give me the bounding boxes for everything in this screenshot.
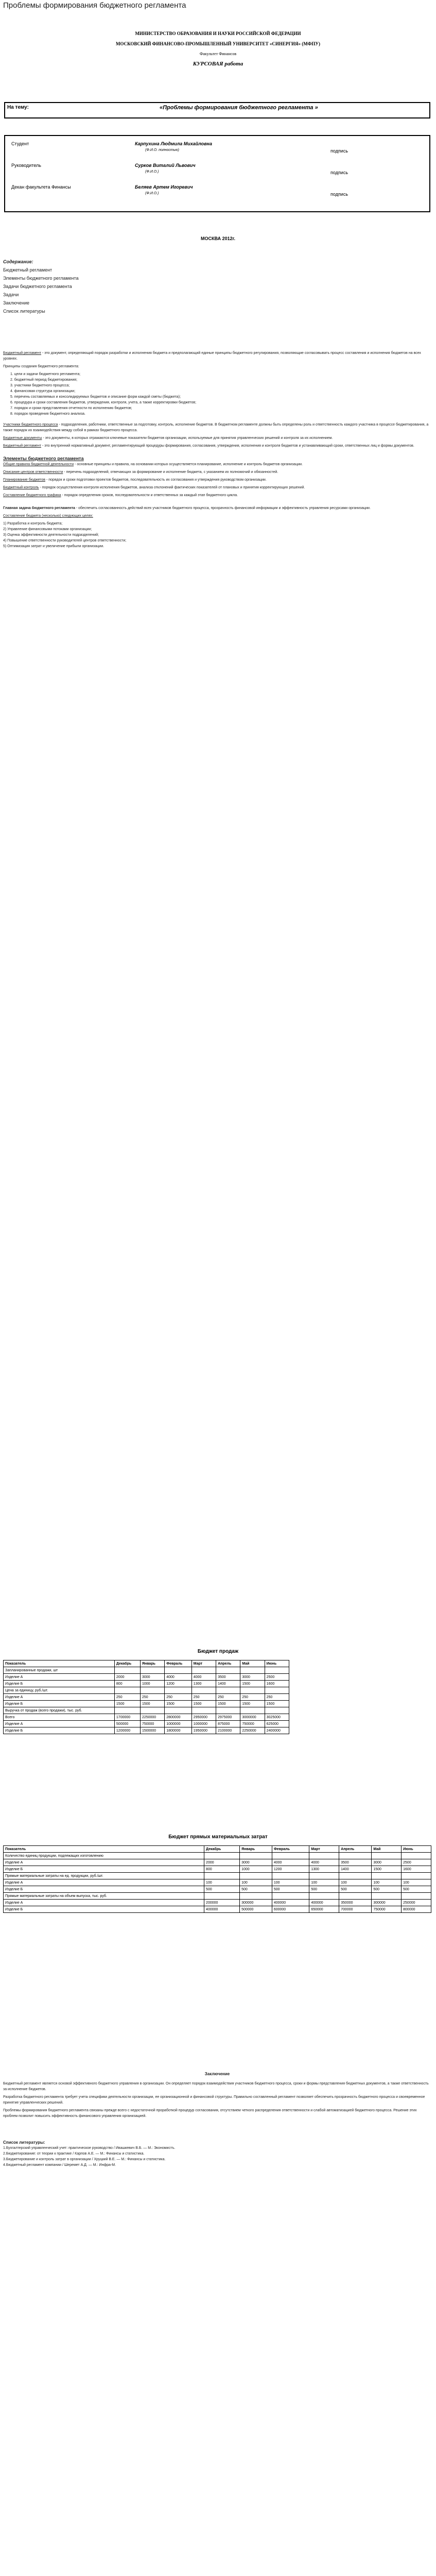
table-cell: 875000 [216, 1721, 240, 1727]
table-cell: 625000 [265, 1721, 289, 1727]
table-cell: 800000 [402, 1906, 431, 1913]
table-cell: Запланированные продажи, шт [4, 1667, 115, 1674]
table-cell: 250 [191, 1694, 216, 1701]
table-cell: 750000 [240, 1721, 265, 1727]
tasks-subheading: Составление бюджета (несколько) следующих целях: [3, 514, 93, 518]
paragraph: Бюджетные документы - это документы, в которых отражаются ключевые показатели бюджетов организации, используемые для принятия управленческих решений и контроля за их исполнением. [3, 436, 333, 440]
table-cell: 1000 [140, 1681, 164, 1687]
table-cell: 500 [204, 1886, 240, 1893]
table-cell: 350000 [339, 1900, 372, 1906]
table-cell [272, 1893, 309, 1900]
table-cell: 4000 [165, 1674, 192, 1681]
signature-sub: (Ф.И.О.) [145, 192, 159, 195]
table-cell: 800 [114, 1681, 140, 1687]
list-item: 6. процедура и сроки составления бюджетов, утверждения, контроля, учета, а также корректировки бюджетов; [10, 401, 197, 404]
faculty-label: Факультет Финансов [199, 52, 237, 56]
element-item: Описание центров ответственности - перечень подразделений, отвечающих за формирование и исполнение бюджета, с указанием их полномочий и обязанностей. [3, 470, 278, 474]
table-row [4, 1694, 289, 1701]
intro-paragraph [3, 350, 431, 362]
table-cell [309, 1853, 339, 1859]
table-cell [140, 1707, 164, 1714]
table-cell: 1700000 [114, 1714, 140, 1721]
header-cell: Май [372, 1846, 402, 1853]
header-cell: Май [240, 1660, 265, 1667]
table-row [4, 1886, 431, 1893]
table-cell: 1500 [114, 1701, 140, 1707]
table-cell [204, 1873, 240, 1879]
table-cell: Выручка от продаж (всего продажи), тыс. руб. [4, 1707, 115, 1714]
table-cell: 400000 [272, 1900, 309, 1906]
table-cell: 4000 [309, 1859, 339, 1866]
element-item: Общие правила бюджетной деятельности - основные принципы и правила, на основании которых осуществляется планирование, исполнение и контроль бюджетов организации. [3, 463, 303, 466]
table-cell: 1800000 [165, 1727, 192, 1734]
signature-sub: (Ф.И.О.) [145, 170, 159, 174]
table-cell: 1200 [272, 1866, 309, 1873]
table-cell [372, 1873, 402, 1879]
list-item: 4) Повышение ответственности руководителей центров ответственности; [3, 539, 127, 543]
table-row [4, 1714, 289, 1721]
table-cell [216, 1687, 240, 1694]
paragraph: Бюджетный регламент - это внутренний нормативный документ, регламентирующий процедуры формирования, согласования, утверждения, исполнения и контроля бюджетов и устанавливающий сроки, ответственных лиц и формы документов. [3, 444, 414, 448]
table-cell: 250 [114, 1694, 140, 1701]
table-cell: Изделие А [4, 1900, 204, 1906]
table-cell: Цена за единицу, руб./шт. [4, 1687, 115, 1694]
table-cell: 1200000 [114, 1727, 140, 1734]
table-cell: 100 [372, 1879, 402, 1886]
table-cell [240, 1853, 272, 1859]
table-cell: Изделие А [4, 1674, 115, 1681]
table-cell: 500 [240, 1886, 272, 1893]
table-cell: 700000 [339, 1906, 372, 1913]
element-item: Составление бюджетного графика - порядок определения сроков, последовательности и ответственных за каждый этап бюджетного цикла. [3, 494, 238, 497]
table-cell: 1000000 [191, 1721, 216, 1727]
table-row [4, 1873, 431, 1879]
list-item: 3) Оценка эффективности деятельности подразделений; [3, 533, 99, 537]
table-cell: 2500 [402, 1859, 431, 1866]
signature-sign: подпись [330, 148, 348, 154]
topic-box [4, 102, 430, 118]
table-cell: 1200 [165, 1681, 192, 1687]
table-cell: Изделие Б [4, 1681, 115, 1687]
table-cell: 1500 [265, 1701, 289, 1707]
table-cell [191, 1687, 216, 1694]
table-cell: 3000 [240, 1859, 272, 1866]
topic-title: «Проблемы формирования бюджетного регламента » [160, 105, 318, 111]
table-cell: 2000 [114, 1674, 140, 1681]
table-cell: Всего [4, 1714, 115, 1721]
sales-budget-table [3, 1660, 289, 1734]
table-cell: 1300 [191, 1681, 216, 1687]
table-cell: 750000 [140, 1721, 164, 1727]
signature-role: Студент [11, 141, 29, 146]
list-item: 2) Управление финансовыми потоками организации; [3, 528, 92, 531]
table-cell [204, 1853, 240, 1859]
table-cell [272, 1873, 309, 1879]
signature-name: Сурков Виталий Львович [135, 163, 196, 168]
table-row [4, 1906, 431, 1913]
table-row [4, 1681, 289, 1687]
header-cell: Декабрь [114, 1660, 140, 1667]
element-item: Планирование бюджетов - порядок и сроки подготовки проектов бюджетов, последовательность их согласования и утверждения руководством организации. [3, 478, 267, 482]
table-cell: 1500 [240, 1701, 265, 1707]
table-cell: 2000 [204, 1859, 240, 1866]
table-cell [265, 1687, 289, 1694]
table-cell: 3000000 [240, 1714, 265, 1721]
materials-budget-table [3, 1845, 431, 1913]
table-cell: Изделие А [4, 1879, 204, 1886]
table-cell [402, 1853, 431, 1859]
header-cell: Июнь [402, 1846, 431, 1853]
paragraph: Участники бюджетного процесса - подразделения, работники, ответственные за подготовку, контроль, исполнение бюджетов. В бюджетном регламенте должны быть определены роль и ответственность каждого участника в процессе бюджетирования, а также порядок их взаимодействия между собой в рамках бюджетного процесса. [3, 423, 429, 432]
work-type: КУРСОВАЯ работа [193, 61, 243, 67]
toc-item[interactable]: Задачи бюджетного регламента [3, 284, 72, 289]
table-cell: 100 [402, 1879, 431, 1886]
reference-item: 4.Бюджетный регламент компании / Шеремет А.Д. — М.: Инфра-М. [3, 2163, 116, 2167]
table-row [4, 1721, 289, 1727]
table-row [4, 1687, 289, 1694]
table-cell [339, 1893, 372, 1900]
table-row [4, 1667, 289, 1674]
list-item: 1) Разработка и контроль бюджета; [3, 522, 63, 526]
tasks-paragraph: Главная задача бюджетного регламента - обеспечить согласованность действий всех участников бюджетного процесса, прозрачность финансовой информации и эффективность управления ресурсами организации. [3, 506, 371, 510]
signature-role: Руководитель [11, 163, 41, 168]
university-heading: МОСКОВСКИЙ ФИНАНСОВО-ПРОМЫШЛЕННЫЙ УНИВЕРСИТЕТ «СИНЕРГИЯ» (МФПУ) [115, 41, 321, 46]
table-cell: 3000 [240, 1674, 265, 1681]
table-cell: 250 [140, 1694, 164, 1701]
table-cell: 2400000 [265, 1727, 289, 1734]
table-cell: 1000000 [165, 1721, 192, 1727]
list-item: 2. бюджетный период бюджетирования; [10, 378, 78, 382]
table-header-row [4, 1660, 289, 1667]
list-item: 3. участники бюджетного процесса; [10, 384, 70, 387]
table-cell: 250 [265, 1694, 289, 1701]
signature-name: Карпухина Людмила Михайловна [135, 141, 213, 146]
table-cell: 500 [372, 1886, 402, 1893]
table-cell [165, 1667, 192, 1674]
table-cell: 2500 [265, 1674, 289, 1681]
header-cell: Март [309, 1846, 339, 1853]
topic-label: На тему: [7, 105, 29, 110]
table-cell [240, 1873, 272, 1879]
table-cell: 1500 [191, 1701, 216, 1707]
table-cell: 4000 [272, 1859, 309, 1866]
table-cell: 3500 [339, 1859, 372, 1866]
table-cell: 1500 [240, 1681, 265, 1687]
table-cell [309, 1893, 339, 1900]
signature-sub: (Ф.И.О. полностью) [145, 148, 180, 152]
table-row [4, 1879, 431, 1886]
intro-text: - это документ, определяющий порядок разработки и исполнения бюджета и предполагающий единые принципы бюджетного регулирования, позволяющие согласовывать процесс составления и исполнения бюджетов на всех уровнях. [3, 351, 421, 361]
section-heading: Заключение [204, 2072, 230, 2076]
table-cell: Количество единиц продукции, подлежащих изготовлению [4, 1853, 204, 1859]
table-caption: Бюджет прямых материальных затрат [168, 1834, 268, 1840]
table-cell: Изделие А [4, 1721, 115, 1727]
section-heading: Список литературы: [3, 2140, 45, 2145]
table-cell: 1600 [265, 1681, 289, 1687]
signature-block [4, 135, 430, 212]
tasks-list [3, 521, 431, 549]
header-cell: Показатель [4, 1660, 115, 1667]
list-item: 5. перечень составляемых и консолидируемых бюджетов и описание форм каждой сметы (бюджета); [10, 395, 181, 399]
table-cell: 100 [272, 1879, 309, 1886]
reference-item: 3.Бюджетирование и контроль затрат в организации / Хруцкий В.Е. — М.: Финансы и статистика. [3, 2158, 166, 2161]
table-cell [339, 1853, 372, 1859]
table-cell [216, 1707, 240, 1714]
table-cell [240, 1667, 265, 1674]
term-lead: Бюджетный регламент [3, 351, 42, 355]
city-year: МОСКВА 2012г. [201, 236, 235, 241]
table-cell: 200000 [204, 1900, 240, 1906]
reference-item: 2.Бюджетирование: от теории к практике / Карпов А.Е. — М.: Финансы и статистика. [3, 2152, 145, 2156]
table-cell: Изделие Б [4, 1886, 204, 1893]
table-cell: 1500 [216, 1701, 240, 1707]
section-heading: Элементы бюджетного регламента [3, 456, 84, 461]
table-cell: Изделие А [4, 1694, 115, 1701]
table-cell: Прямые материальные затраты на ед. продукции, руб./шт. [4, 1873, 204, 1879]
table-row [4, 1900, 431, 1906]
header-cell: Март [191, 1660, 216, 1667]
table-cell [272, 1853, 309, 1859]
table-cell: 300000 [372, 1900, 402, 1906]
table-cell [191, 1707, 216, 1714]
table-cell: 1000 [240, 1866, 272, 1873]
table-cell [165, 1687, 192, 1694]
table-cell: 2100000 [216, 1727, 240, 1734]
table-cell: 100 [339, 1879, 372, 1886]
principles-list [3, 371, 431, 417]
header-cell: Июнь [265, 1660, 289, 1667]
conclusion-paragraph: Бюджетный регламент является основой эффективного бюджетного управления в организации. Он определяет порядок взаимодействия участников бюджетного процесса, сроки и формы представления бюджетных документов, а также ответственность за исполнение бюджетов. [3, 2082, 429, 2091]
table-cell: 800 [204, 1866, 240, 1873]
list-item: 1. цели и задачи бюджетного регламента; [10, 372, 81, 376]
table-row [4, 1707, 289, 1714]
table-cell [265, 1667, 289, 1674]
table-cell: 500 [272, 1886, 309, 1893]
table-cell [240, 1893, 272, 1900]
table-cell: Изделие Б [4, 1701, 115, 1707]
table-cell: Изделие Б [4, 1727, 115, 1734]
table-cell: 2250000 [140, 1714, 164, 1721]
header-cell: Показатель [4, 1846, 204, 1853]
table-cell [309, 1873, 339, 1879]
table-cell: 1500 [372, 1866, 402, 1873]
list-item: 4. финансовая структура организации; [10, 389, 76, 393]
header-cell: Апрель [216, 1660, 240, 1667]
toc-item[interactable]: Задачи [3, 292, 19, 297]
conclusion-paragraph: Проблемы формирования бюджетного регламента связаны прежде всего с недостаточной проработкой процедур согласования, отсутствием четкого распределения ответственности и слабой автоматизацией бюджетного процесса. Решение этих проблем позволит повысить эффективность финансового управления организацией. [3, 2109, 417, 2118]
header-cell: Январь [240, 1846, 272, 1853]
table-cell: Изделие Б [4, 1866, 204, 1873]
toc-item[interactable]: Заключение [3, 300, 29, 306]
table-cell: 500 [309, 1886, 339, 1893]
table-cell: 1950000 [191, 1727, 216, 1734]
table-cell: 500000 [240, 1906, 272, 1913]
table-cell: 1500 [140, 1701, 164, 1707]
intro-section [3, 350, 431, 549]
signature-sign: подпись [330, 170, 348, 175]
table-cell [240, 1707, 265, 1714]
table-cell: 1500000 [140, 1727, 164, 1734]
list-item: 5) Оптимизация затрат и увеличение прибыли организации. [3, 545, 104, 548]
table-cell: 500000 [114, 1721, 140, 1727]
table-cell [372, 1853, 402, 1859]
table-cell: 3000 [140, 1674, 164, 1681]
header-cell: Февраль [272, 1846, 309, 1853]
toc-item[interactable]: Список литературы [3, 309, 45, 314]
table-cell: Прямые материальные затраты на объем выпуска, тыс. руб. [4, 1893, 204, 1900]
header-cell: Декабрь [204, 1846, 240, 1853]
table-cell: 1600 [402, 1866, 431, 1873]
table-cell: 250 [216, 1694, 240, 1701]
table-cell: Изделие А [4, 1859, 204, 1866]
toc-item[interactable]: Элементы бюджетного регламента [3, 276, 79, 281]
table-cell: 2950000 [191, 1714, 216, 1721]
page-title: Проблемы формирования бюджетного регламента [3, 1, 186, 10]
table-cell [372, 1893, 402, 1900]
table-cell: 1400 [216, 1681, 240, 1687]
table-cell: 2975000 [216, 1714, 240, 1721]
table-cell: 250 [165, 1694, 192, 1701]
table-row [4, 1701, 289, 1707]
table-cell [140, 1687, 164, 1694]
table-cell [191, 1667, 216, 1674]
list-item: 8. порядок проведения бюджетного анализа. [10, 412, 85, 416]
table-cell: 100 [240, 1879, 272, 1886]
conclusion-paragraph: Разработка бюджетного регламента требует учета специфики деятельности организации, ее организационной и финансовой структуры. Правильно составленный регламент позволяет обеспечить прозрачность бюджетного процесса и своевременное принятие управленческих решений. [3, 2095, 425, 2105]
table-row [4, 1859, 431, 1866]
table-cell: Изделие Б [4, 1906, 204, 1913]
table-cell [402, 1873, 431, 1879]
table-cell [204, 1893, 240, 1900]
table-cell [114, 1707, 140, 1714]
ministry-heading: МИНИСТЕРСТВО ОБРАЗОВАНИЯ И НАУКИ РОССИЙСКОЙ ФЕДЕРАЦИИ [135, 31, 301, 36]
table-cell: 750000 [372, 1906, 402, 1913]
list-item: 7. порядок и сроки представления отчетности по исполнению бюджетов; [10, 406, 132, 410]
table-cell: 100 [309, 1879, 339, 1886]
table-cell: 600000 [272, 1906, 309, 1913]
signature-role: Декан факультета Финансы [11, 184, 71, 190]
table-of-contents [3, 258, 79, 315]
table-cell: 2800000 [165, 1714, 192, 1721]
table-cell: 650000 [309, 1906, 339, 1913]
toc-item[interactable]: Бюджетный регламент [3, 267, 53, 273]
table-cell: 500 [402, 1886, 431, 1893]
table-cell [140, 1667, 164, 1674]
reference-item: 1.Бухгалтерский управленческий учет: практическое руководство / Ивашкевич В.Б. — М.: Экономистъ. [3, 2146, 176, 2150]
table-cell [216, 1667, 240, 1674]
table-cell [240, 1687, 265, 1694]
header-cell: Январь [140, 1660, 164, 1667]
conclusion-section [3, 2071, 431, 2168]
table-cell: 500 [339, 1886, 372, 1893]
table-cell: 1400 [339, 1866, 372, 1873]
table-cell [165, 1707, 192, 1714]
table-cell [114, 1667, 140, 1674]
signature-name: Беляев Артем Игоревич [135, 184, 193, 190]
table-cell: 1300 [309, 1866, 339, 1873]
signature-sign: подпись [330, 192, 348, 197]
table-caption: Бюджет продаж [197, 1649, 239, 1654]
table-row [4, 1674, 289, 1681]
table-cell: 250 [240, 1694, 265, 1701]
toc-heading: Содержание: [3, 259, 33, 264]
table-cell: 400000 [204, 1906, 240, 1913]
table-cell [339, 1873, 372, 1879]
table-cell: 250000 [402, 1900, 431, 1906]
table-cell: 1500 [165, 1701, 192, 1707]
table-cell: 400000 [309, 1900, 339, 1906]
table-cell: 2250000 [240, 1727, 265, 1734]
intro-paragraph: Принципы создания бюджетного регламента: [3, 365, 79, 368]
table-cell: 100 [204, 1879, 240, 1886]
table-cell: 3000 [372, 1859, 402, 1866]
table-cell: 3500 [216, 1674, 240, 1681]
table-row [4, 1866, 431, 1873]
table-row [4, 1727, 289, 1734]
table-cell [114, 1687, 140, 1694]
table-cell [265, 1707, 289, 1714]
table-row [4, 1893, 431, 1900]
table-row [4, 1853, 431, 1859]
header-cell: Апрель [339, 1846, 372, 1853]
table-header-row [4, 1846, 431, 1853]
table-cell: 4000 [191, 1674, 216, 1681]
table-cell [402, 1893, 431, 1900]
table-cell: 3025000 [265, 1714, 289, 1721]
table-cell: 300000 [240, 1900, 272, 1906]
element-item: Бюджетный контроль - порядок осуществления контроля исполнения бюджетов, анализа отклонений фактических показателей от плановых и принятия корректирующих решений. [3, 486, 305, 489]
header-cell: Февраль [165, 1660, 192, 1667]
